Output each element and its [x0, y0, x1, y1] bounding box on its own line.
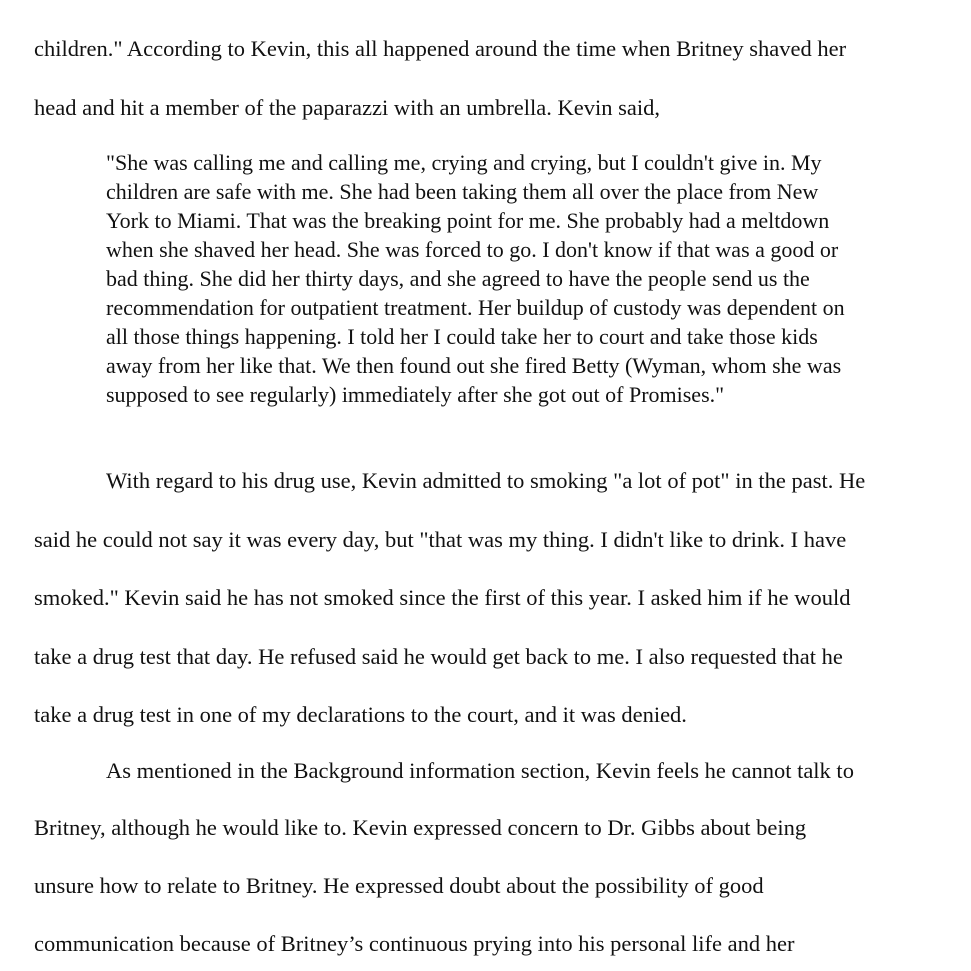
- quote-text-line: all those things happening. I told her I could take her to court and take those kids: [106, 324, 818, 349]
- quote-text-line: "She was calling me and calling me, crying and crying, but I couldn't give in. My: [106, 150, 822, 175]
- body-text-line: unsure how to relate to Britney. He expressed doubt about the possibility of good: [34, 873, 764, 898]
- quote-text-line: recommendation for outpatient treatment. Her buildup of custody was dependent on: [106, 295, 845, 320]
- body-text-line: With regard to his drug use, Kevin admitted to smoking "a lot of pot" in the past. He: [106, 468, 866, 493]
- quote-text-line: when she shaved her head. She was forced to go. I don't know if that was a good or: [106, 237, 839, 262]
- quote-text-line: away from her like that. We then found out she fired Betty (Wyman, whom she was: [106, 353, 842, 378]
- body-text-line: said he could not say it was every day, but "that was my thing. I didn't like to drink. I have: [34, 527, 847, 552]
- body-text-line: children." According to Kevin, this all happened around the time when Britney shaved her: [34, 36, 847, 61]
- quote-text-line: bad thing. She did her thirty days, and she agreed to have the people send us the: [106, 266, 810, 291]
- quote-text-line: supposed to see regularly) immediately after she got out of Promises.": [106, 382, 725, 407]
- body-text-line: As mentioned in the Background information section, Kevin feels he cannot talk to: [106, 758, 854, 783]
- body-text-line: take a drug test that day. He refused said he would get back to me. I also requested that he: [34, 644, 843, 669]
- body-text-line: smoked." Kevin said he has not smoked since the first of this year. I asked him if he would: [34, 585, 851, 610]
- body-text-line: Britney, although he would like to. Kevin expressed concern to Dr. Gibbs about being: [34, 815, 807, 840]
- body-text-line: take a drug test in one of my declarations to the court, and it was denied.: [34, 702, 687, 727]
- quote-text-line: children are safe with me. She had been taking them all over the place from New: [106, 179, 819, 204]
- body-text-line: head and hit a member of the paparazzi with an umbrella. Kevin said,: [34, 95, 661, 120]
- quote-text-line: York to Miami. That was the breaking point for me. She probably had a meltdown: [106, 208, 830, 233]
- body-text-line: communication because of Britney’s continuous prying into his personal life and her: [34, 931, 795, 956]
